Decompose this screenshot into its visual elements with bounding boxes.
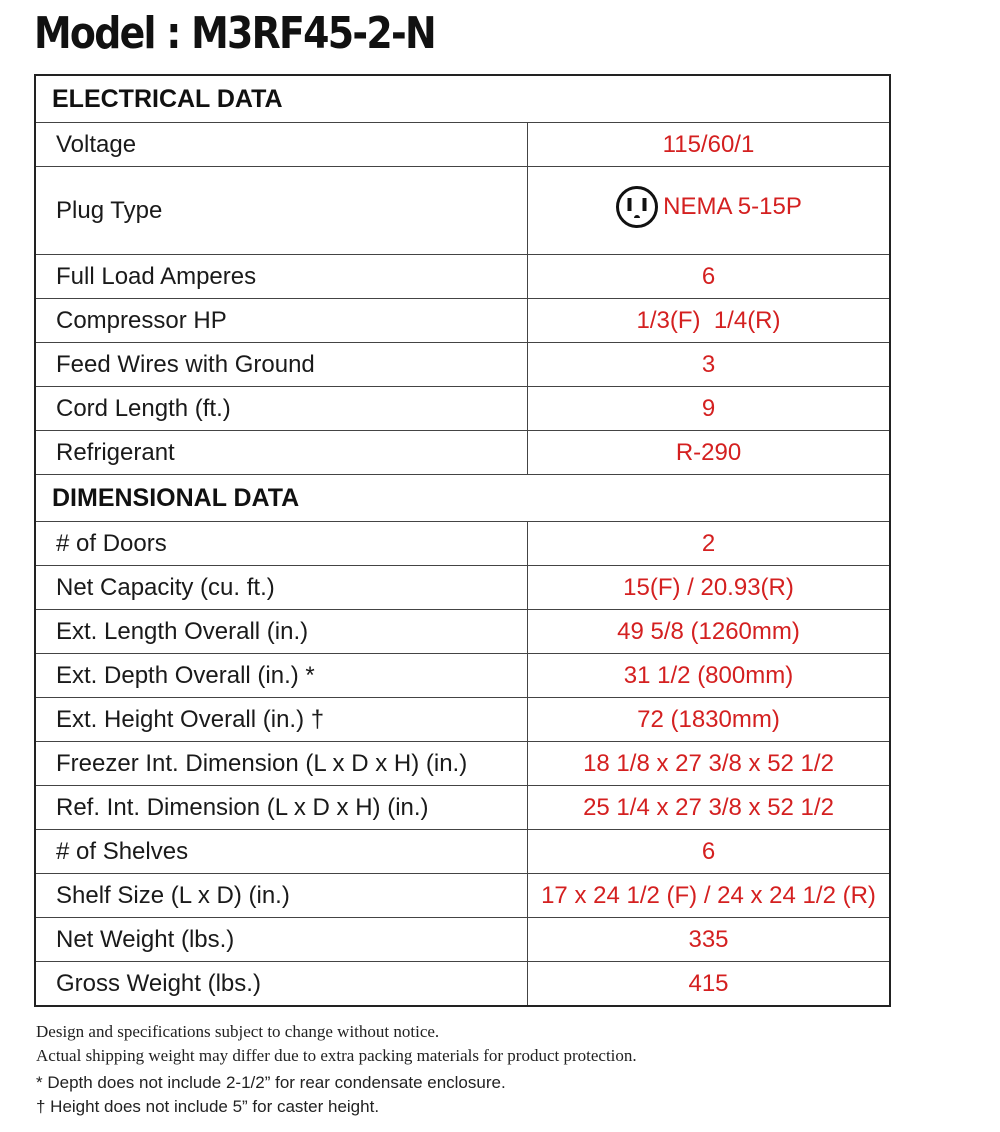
row-label: Net Capacity (cu. ft.) <box>35 566 528 610</box>
row-value: 15(F) / 20.93(R) <box>528 566 891 610</box>
row-label: Gross Weight (lbs.) <box>35 962 528 1007</box>
row-value: 25 1/4 x 27 3/8 x 52 1/2 <box>528 786 891 830</box>
row-value: R-290 <box>528 431 891 475</box>
section-heading: ELECTRICAL DATA <box>35 75 890 123</box>
table-row <box>35 566 890 610</box>
row-value: 115/60/1 <box>528 123 891 167</box>
row-label: # of Shelves <box>35 830 528 874</box>
row-value: 72 (1830mm) <box>528 698 891 742</box>
row-value: 31 1/2 (800mm) <box>528 654 891 698</box>
row-value: 2 <box>528 522 891 566</box>
table-row <box>35 830 890 874</box>
plug-type-value <box>615 185 802 229</box>
footnotes <box>36 1071 506 1119</box>
spec-table <box>34 74 891 1007</box>
row-label: Plug Type <box>35 167 528 255</box>
table-row <box>35 522 890 566</box>
row-label: Ext. Length Overall (in.) <box>35 610 528 654</box>
row-label: Ext. Height Overall (in.) † <box>35 698 528 742</box>
row-label: Shelf Size (L x D) (in.) <box>35 874 528 918</box>
row-label: Full Load Amperes <box>35 255 528 299</box>
table-row <box>35 299 890 343</box>
table-row <box>35 918 890 962</box>
row-value: 6 <box>528 255 891 299</box>
section-header-electrical <box>35 75 890 123</box>
row-value: 335 <box>528 918 891 962</box>
disclaimer-notes <box>36 1020 637 1068</box>
section-header-dimensional <box>35 475 890 522</box>
row-label: Cord Length (ft.) <box>35 387 528 431</box>
row-value: 6 <box>528 830 891 874</box>
row-label: Feed Wires with Ground <box>35 343 528 387</box>
table-row <box>35 962 890 1007</box>
row-label: Freezer Int. Dimension (L x D x H) (in.) <box>35 742 528 786</box>
row-label: Voltage <box>35 123 528 167</box>
note-line: Design and specifications subject to change without notice. <box>36 1022 440 1041</box>
row-value: 415 <box>528 962 891 1007</box>
row-value: 3 <box>528 343 891 387</box>
footnote-height: † Height does not include 5” for caster height. <box>36 1097 380 1116</box>
table-row <box>35 874 890 918</box>
table-row <box>35 343 890 387</box>
table-row <box>35 786 890 830</box>
table-row <box>35 255 890 299</box>
row-label: Compressor HP <box>35 299 528 343</box>
page-title: Model : M3RF45-2-N <box>34 8 435 59</box>
row-value: 1/3(F) 1/4(R) <box>528 299 891 343</box>
table-row <box>35 654 890 698</box>
row-label: Refrigerant <box>35 431 528 475</box>
row-value: 18 1/8 x 27 3/8 x 52 1/2 <box>528 742 891 786</box>
row-label: Ref. Int. Dimension (L x D x H) (in.) <box>35 786 528 830</box>
table-row <box>35 742 890 786</box>
footnote-depth: * Depth does not include 2-1/2” for rear condensate enclosure. <box>36 1073 506 1092</box>
table-row <box>35 167 890 255</box>
row-label: Net Weight (lbs.) <box>35 918 528 962</box>
table-row <box>35 698 890 742</box>
table-row <box>35 431 890 475</box>
nema-plug-icon <box>615 185 659 229</box>
plug-type-text: NEMA 5-15P <box>663 193 802 220</box>
section-heading: DIMENSIONAL DATA <box>35 475 890 522</box>
table-row <box>35 123 890 167</box>
row-label: # of Doors <box>35 522 528 566</box>
note-line: Actual shipping weight may differ due to extra packing materials for product protection. <box>36 1046 637 1065</box>
row-label: Ext. Depth Overall (in.) * <box>35 654 528 698</box>
row-value: 17 x 24 1/2 (F) / 24 x 24 1/2 (R) <box>528 874 891 918</box>
row-value <box>528 167 891 255</box>
table-row <box>35 387 890 431</box>
table-row <box>35 610 890 654</box>
row-value: 49 5/8 (1260mm) <box>528 610 891 654</box>
row-value: 9 <box>528 387 891 431</box>
